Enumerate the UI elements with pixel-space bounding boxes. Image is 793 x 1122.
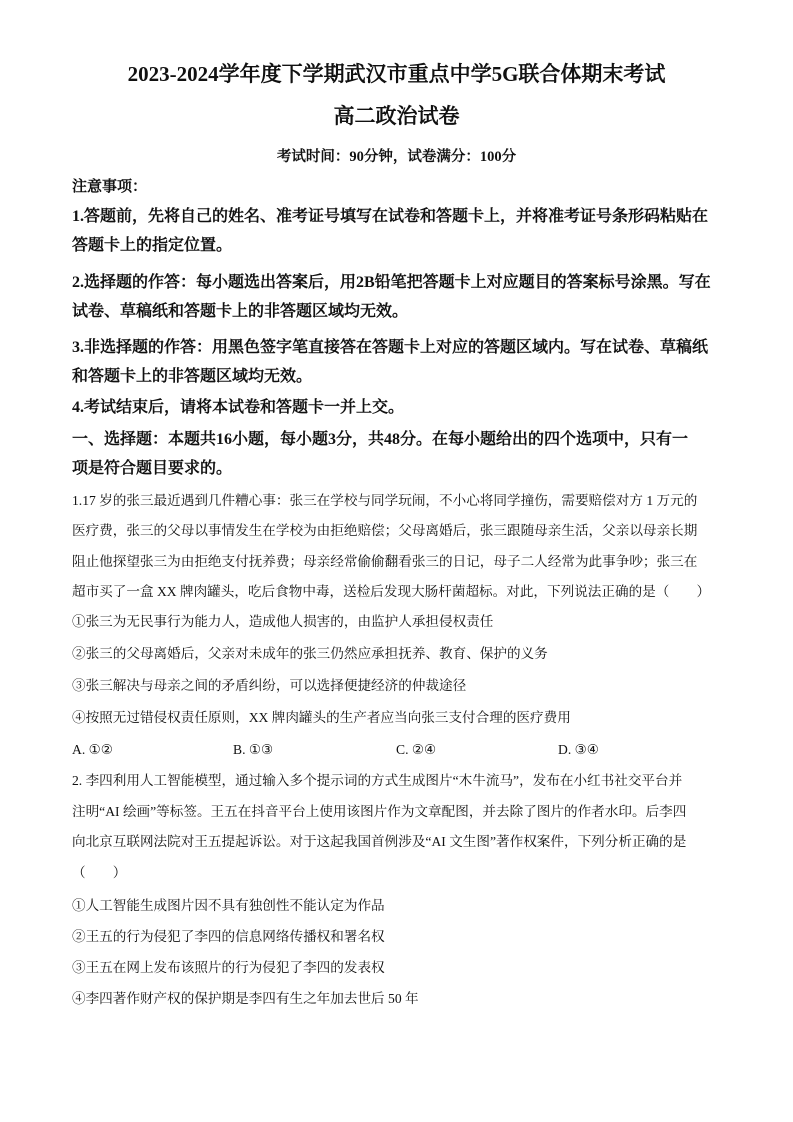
- notice-line: 3.非选择题的作答：用黑色签字笔直接答在答题卡上对应的答题区域内。写在试卷、草稿纸: [72, 339, 709, 356]
- question-2-stem: 2. 李四利用人工智能模型，通过输入多个提示词的方式生成图片“木牛流马”，发布在小红书社交平台并: [72, 773, 683, 788]
- question-1-stem: 阻止他探望张三为由拒绝支付抚养费；母亲经常偷偷翻看张三的日记，母子二人经常为此事争吵；张三在: [72, 554, 698, 569]
- notice-line: 和答题卡上的非答题区域均无效。: [72, 368, 313, 385]
- notice-line: 1.答题前，先将自己的姓名、准考证号填写在试卷和答题卡上，并将准考证号条形码粘贴在: [72, 208, 709, 225]
- exam-subtitle: 高二政治试卷: [333, 104, 460, 128]
- option-d: D. ③④: [558, 742, 599, 757]
- question-1-item: ②张三的父母离婚后，父亲对未成年的张三仍然应承担抚养、教育、保护的义务: [72, 646, 548, 661]
- notice-heading: 注意事项：: [72, 179, 148, 195]
- notice-line: 答题卡上的指定位置。: [72, 237, 233, 254]
- question-1-item: ①张三为无民事行为能力人，造成他人损害的，由监护人承担侵权责任: [72, 614, 494, 629]
- notice-line: 4.考试结束后，请将本试卷和答题卡一并上交。: [72, 399, 405, 416]
- question-2-item: ①人工智能生成图片因不具有独创性不能认定为作品: [72, 898, 385, 913]
- question-2-item: ②王五的行为侵犯了李四的信息网络传播权和署名权: [72, 929, 385, 944]
- question-2-stem: （ ）: [72, 865, 127, 880]
- question-1-stem: 医疗费，张三的父母以事情发生在学校为由拒绝赔偿；父母离婚后，张三跟随母亲生活，父亲以母亲长期: [72, 523, 698, 538]
- question-1-stem: 1.17 岁的张三最近遇到几件糟心事：张三在学校与同学玩闹，不小心将同学撞伤，需要赔偿对方 1 万元的: [72, 493, 698, 508]
- section-heading: 一、选择题：本题共16小题，每小题3分，共48分。在每小题给出的四个选项中，只有一: [72, 431, 689, 448]
- notice-line: 2.选择题的作答：每小题选出答案后，用2B铅笔把答题卡上对应题目的答案标号涂黑。写在: [72, 274, 711, 291]
- question-2-stem: 向北京互联网法院对王五提起诉讼。对于这起我国首例涉及“AI 文生图”著作权案件，下列分析正确的是: [72, 834, 687, 849]
- question-2-item: ④李四著作财产权的保护期是李四有生之年加去世后 50 年: [72, 991, 419, 1006]
- question-1-stem: 超市买了一盒 XX 牌肉罐头，吃后食物中毒，送检后发现大肠杆菌超标。对此，下列说法正确的是（ ）: [72, 584, 711, 599]
- exam-title: 2023-2024学年度下学期武汉市重点中学5G联合体期末考试: [127, 62, 666, 86]
- exam-info: 考试时间：90分钟，试卷满分：100分: [276, 149, 517, 165]
- question-1-item: ③张三解决与母亲之间的矛盾纠纷，可以选择便捷经济的仲裁途径: [72, 678, 467, 693]
- option-c: C. ②④: [396, 742, 437, 757]
- option-a: A. ①②: [72, 742, 113, 757]
- question-2-item: ③王五在网上发布该照片的行为侵犯了李四的发表权: [72, 960, 385, 975]
- option-b: B. ①③: [233, 742, 274, 757]
- notice-line: 试卷、草稿纸和答题卡上的非答题区域均无效。: [72, 303, 409, 320]
- question-2-stem: 注明“AI 绘画”等标签。王五在抖音平台上使用该图片作为文章配图，并去除了图片的作者水印。后李四: [72, 804, 687, 819]
- section-heading: 项是符合题目要求的。: [72, 460, 233, 477]
- question-1-item: ④按照无过错侵权责任原则，XX 牌肉罐头的生产者应当向张三支付合理的医疗费用: [72, 710, 571, 725]
